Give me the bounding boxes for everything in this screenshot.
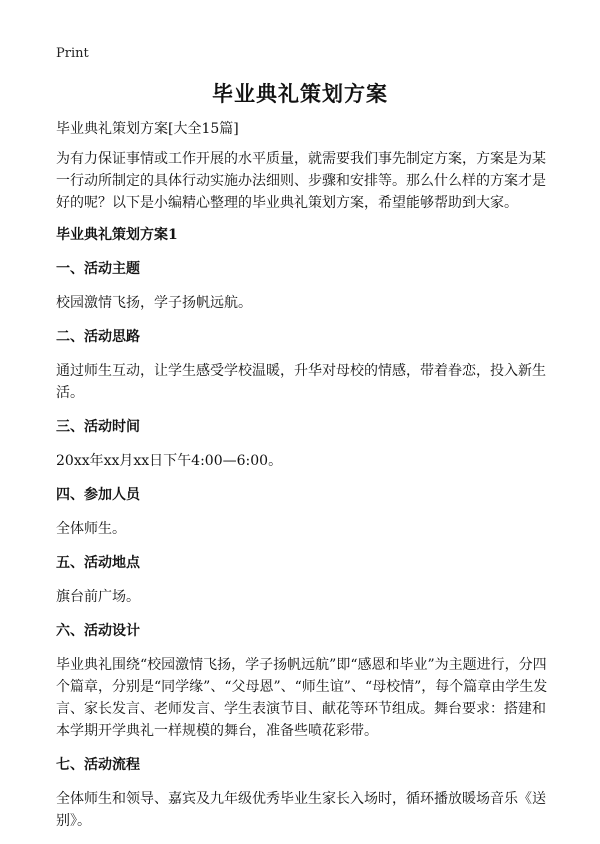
paragraph-approach: 通过师生互动，让学生感受学校温暖，升华对母校的情感，带着眷恋，投入新生活。 [56, 363, 546, 401]
document-subtitle: 毕业典礼策划方案[大全15篇] [56, 121, 239, 137]
section-title: 毕业典礼策划方案1 [56, 227, 178, 243]
heading-design: 六、活动设计 [56, 623, 140, 639]
heading-participants: 四、参加人员 [56, 487, 140, 503]
print-link[interactable]: Print [56, 46, 89, 61]
heading-time: 三、活动时间 [56, 419, 140, 435]
paragraph-time: 20xx年xx月xx日下午4:00—6:00。 [56, 453, 283, 469]
document-body [56, 118, 550, 844]
paragraph-location: 旗台前广场。 [56, 589, 140, 605]
paragraph-theme: 校园激情飞扬，学子扬帆远航。 [56, 295, 252, 311]
heading-location: 五、活动地点 [56, 555, 140, 571]
intro-paragraph: 为有力保证事情或工作开展的水平质量，就需要我们事先制定方案，方案是为某一行动所制定的具体行动实施办法细则、步骤和安排等。那么什么样的方案才是好的呢？以下是小编精心整理的毕业典礼策划方案，希望能够帮助到大家。 [56, 151, 546, 211]
heading-approach: 二、活动思路 [56, 329, 140, 345]
paragraph-process: 全体师生和领导、嘉宾及九年级优秀毕业生家长入场时，循环播放暖场音乐《送别》。 [56, 791, 546, 829]
document-title: 毕业典礼策划方案 [212, 81, 388, 106]
heading-theme: 一、活动主题 [56, 261, 140, 277]
paragraph-participants: 全体师生。 [56, 521, 126, 537]
paragraph-design: 毕业典礼围绕“校园激情飞扬，学子扬帆远航”即“感恩和毕业”为主题进行，分四个篇章，分别是“同学缘”、“父母恩”、“师生谊”、“母校情”，每个篇章由学生发言、家长发言、老师发言、学生表演节目、献花等环节组成。舞台要求：搭建和本学期开学典礼一样规模的舞台，准备些喷花彩带。 [56, 657, 548, 739]
heading-process: 七、活动流程 [56, 757, 140, 773]
